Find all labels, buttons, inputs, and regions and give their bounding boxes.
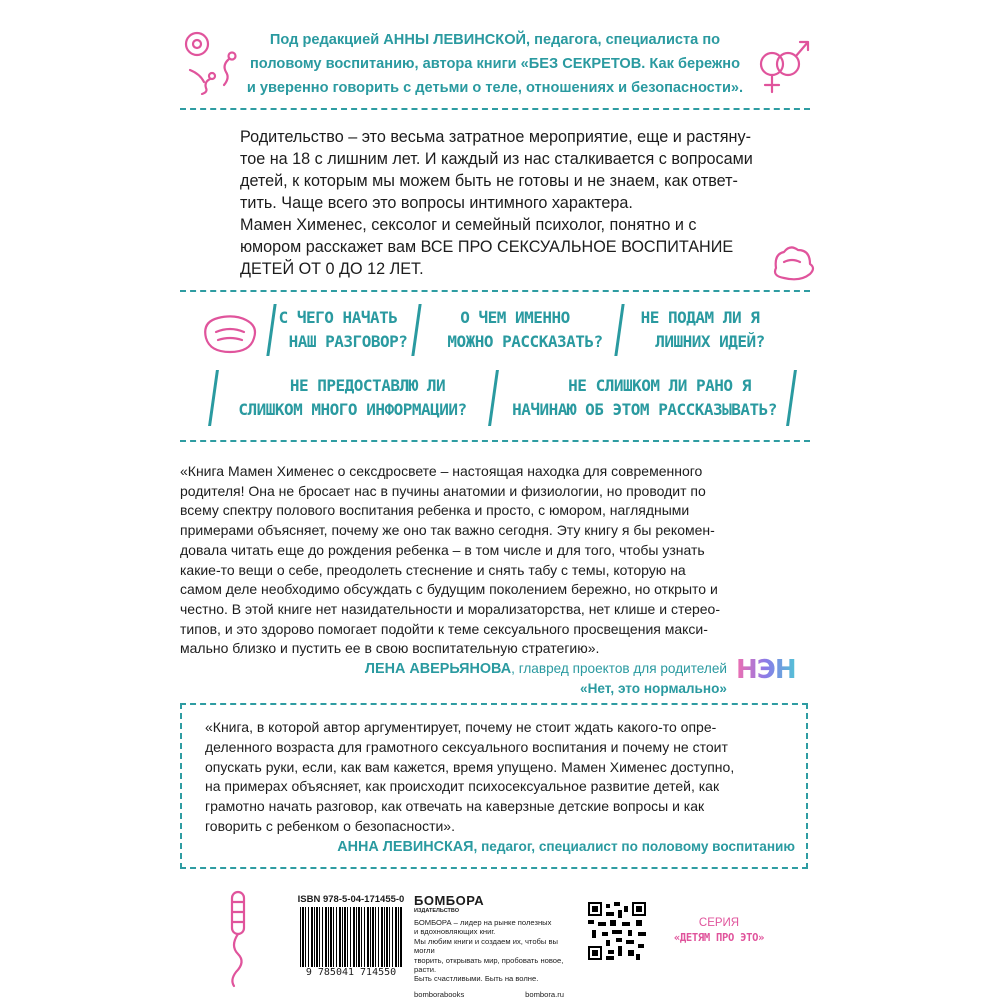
nen-logo <box>736 655 796 685</box>
quote-line: «Книга, в которой автор аргументирует, почему не стоит ждать какого-то опре- <box>205 719 717 735</box>
quote1-role: , главред проектов для родителей <box>511 661 727 676</box>
series-block <box>664 916 774 946</box>
intro-line: юмором расскажет вам ВСЕ ПРО СЕКСУАЛЬНОЕ ВОСПИТАНИЕ <box>240 238 734 256</box>
question-line: НЕ СЛИШКОМ ЛИ РАНО Я <box>568 376 751 395</box>
isbn-block <box>296 894 406 980</box>
publisher-text-line: Быть счастливыми. Быть на волне. <box>414 974 539 984</box>
editor-note-line: и уверенно говорить с детьми о теле, отношениях и безопасности». <box>246 80 744 96</box>
series-name: «ДЕТЯМ ПРО ЭТО» <box>673 932 765 944</box>
question-divider <box>488 370 499 426</box>
publisher-text-line: Мы любим книги и создаем их, чтобы вы могли <box>414 936 558 956</box>
publisher-text-line: творить, открывать мир, пробовать новое, расти. <box>414 955 564 975</box>
publisher-sub: ИЗДАТЕЛЬСТВО <box>414 908 460 914</box>
quote-line: родителя! Она не бросает нас в пучины анатомии и физиологии, но проводит по <box>180 482 706 499</box>
site-link[interactable]: bombora.ru <box>525 989 564 999</box>
divider-questions <box>180 440 810 442</box>
quote-line: всему спектру полового воспитания ребенка и просто, с юмором, наглядными <box>180 502 690 519</box>
question-line: НАШ РАЗГОВОР? <box>288 332 408 351</box>
quote-line: на примерах объясняет, как происходит психосексуальное развитие детей, как <box>205 778 720 795</box>
publisher-name: БОМБОРА <box>414 893 485 908</box>
quote-line: самом деле необходимо обсуждать с будущим поколением бережно, но открыто и <box>180 581 718 598</box>
question-1 <box>268 306 408 354</box>
question-5 <box>502 374 787 422</box>
quote-line: грамотно начать разговор, как отвечать на каверзные детские вопросы и как <box>205 798 705 815</box>
quote-line: «Книга Мамен Хименес о сексдросвете – настоящая находка для современного <box>180 463 703 479</box>
condom-icon <box>770 240 818 286</box>
quote-line: честно. В этой книге нет назидательности и морализаторства, нет клише и стерео- <box>180 600 721 617</box>
publisher-text <box>414 918 574 984</box>
publisher-block <box>414 894 574 999</box>
question-line: МОЖНО РАССКАЗАТЬ? <box>447 332 603 351</box>
nen-logo-text: НЭН <box>736 655 796 685</box>
publisher-text-line: и вдохновляющих книг. <box>414 927 496 937</box>
question-3 <box>630 306 770 354</box>
question-line: О ЧЕМ ИМЕННО <box>460 308 570 327</box>
divider-middle <box>180 290 810 292</box>
barcode-number: 9 785041 714550 <box>305 967 397 978</box>
quote-line: говорить с ребенком о безопасности». <box>205 817 455 834</box>
question-line: НАЧИНАЮ ОБ ЭТОМ РАССКАЗЫВАТЬ? <box>512 400 777 419</box>
question-line: НЕ ПРЕДОСТАВЛЮ ЛИ <box>289 376 446 395</box>
question-4 <box>220 374 485 422</box>
intro-line: ДЕТЕЙ ОТ 0 ДО 12 ЛЕТ. <box>240 260 424 278</box>
quote1-author: ЛЕНА АВЕРЬЯНОВА <box>364 661 512 677</box>
question-2 <box>425 306 605 354</box>
editor-note <box>205 28 785 100</box>
divider-top <box>180 108 810 110</box>
question-divider <box>411 304 421 356</box>
question-line: НЕ ПОДАМ ЛИ Я <box>640 308 760 327</box>
quote-line: деленного возраста для грамотного сексуального воспитания и почему не стоит <box>205 738 728 755</box>
tampon-icon <box>218 888 258 988</box>
quote-line: примерами объясняет, почему же оно так важно сегодня. Эту книгу я бы рекомен- <box>180 522 715 539</box>
quote-line: какие-то вещи о себе, преодолеть стеснение и снять табу с темы, которую на <box>180 561 686 578</box>
quote1-signature <box>300 659 727 698</box>
intro-line: Мамен Хименес, сексолог и семейный психолог, понятно и с <box>240 216 697 234</box>
social-link[interactable]: bomborabooks <box>414 989 465 999</box>
intro-text <box>240 126 780 280</box>
publisher-text-line: БОМБОРА – лидер на рынке полезных <box>414 918 552 927</box>
pad-icon <box>200 308 260 358</box>
quote-line: опускать руки, если, как вам кажется, время упущено. Мамен Хименес доступно, <box>205 758 735 775</box>
editor-note-line: Под редакцией АННЫ ЛЕВИНСКОЙ, педагога, специалиста по <box>269 32 721 48</box>
quote1-role-line2: «Нет, это нормально» <box>580 681 727 696</box>
quote-line: типов, и это здорово помогает подойти к теме сексуального просвещения макси- <box>180 620 708 637</box>
review-quote-averyanova <box>180 462 808 659</box>
intro-line: тить. Чаще всего это вопросы интимного характера. <box>240 194 633 212</box>
question-divider <box>614 304 624 356</box>
question-line: ЛИШНИХ ИДЕЙ? <box>655 332 765 351</box>
quote2-author: АННА ЛЕВИНСКАЯ <box>337 839 474 855</box>
qr-code <box>588 902 646 960</box>
series-label: СЕРИЯ <box>698 917 740 929</box>
question-line: С ЧЕГО НАЧАТЬ <box>278 308 398 327</box>
barcode <box>300 907 402 967</box>
isbn-text: ISBN 978-5-04-171455-0 <box>297 894 405 905</box>
review-quote-levinskaya <box>205 718 795 837</box>
quote2-role: , педагог, специалист по половому воспитанию <box>473 839 795 854</box>
intro-line: детей, к которым мы можем быть не готовы и не знаем, как ответ- <box>240 172 738 190</box>
quote2-signature <box>230 837 795 857</box>
intro-line: Родительство – это весьма затратное мероприятие, еще и растяну- <box>240 128 751 146</box>
quote-line: довала читать еще до рождения ребенка – в том числе и для того, чтобы узнать <box>180 541 705 558</box>
question-line: СЛИШКОМ МНОГО ИНФОРМАЦИИ? <box>238 400 467 419</box>
question-divider <box>786 370 797 426</box>
question-divider <box>208 370 219 426</box>
quote-line: мально близко и пустить ее в свою воспитательную стратегию». <box>180 640 600 657</box>
publisher-links <box>414 990 564 999</box>
editor-note-line: половому воспитанию, автора книги «БЕЗ СЕКРЕТОВ. Как бережно <box>249 56 741 72</box>
intro-line: тое на 18 с лишним лет. И каждый из нас сталкивается с вопросами <box>240 150 753 168</box>
